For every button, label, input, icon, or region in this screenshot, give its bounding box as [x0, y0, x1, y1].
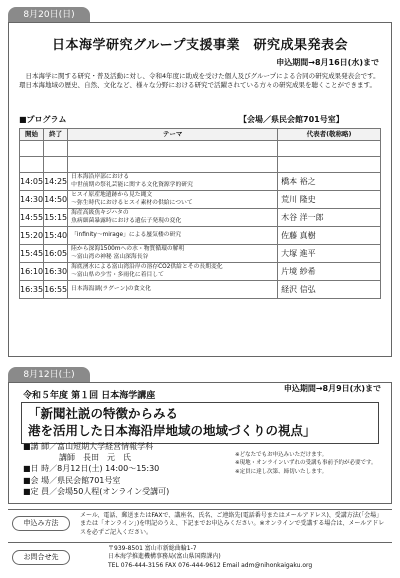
- row-end: 16:55: [44, 281, 68, 299]
- table-row: [20, 281, 381, 299]
- event2-notes: ※どなたでもお申込みいただけます。 ※現地・オンラインいずれの受講も事前予約が必要です。 ※定員に達し次第、締切いたします。: [235, 452, 377, 475]
- event2-deadline: 申込期間→8月9日(水)まで: [283, 384, 381, 393]
- row-start: 15:20: [20, 227, 44, 245]
- row-start: 14:30: [20, 191, 44, 209]
- event2-panel: [8, 382, 392, 504]
- lecturer: ■講 師／富山短期大学経営情報学科: [23, 442, 154, 451]
- row-start: 16:10: [20, 263, 44, 281]
- table-row: [20, 191, 381, 209]
- event1-title: 日本海学研究グループ支援事業 研究成果発表会: [52, 38, 348, 53]
- row-end: 16:05: [44, 245, 68, 263]
- event2-series-title: 令和５年度 第１回 日本海学講座: [23, 391, 156, 401]
- event1-deadline: 申込期間→8月16日(水)まで: [276, 58, 379, 67]
- table-row: [20, 227, 381, 245]
- event2-details: [23, 441, 169, 497]
- row-theme: 海底湧水による富山湾沿岸の溶存CO2供給とその長期変化 〜富山県の少雪・多雨化に着目して: [68, 263, 278, 281]
- table-row: [20, 173, 381, 191]
- contact-section: [8, 542, 392, 574]
- table-row: [20, 245, 381, 263]
- event1-date-tab: 8月20日(日): [8, 7, 90, 23]
- contact-label: お問合せ先: [12, 550, 70, 565]
- row-theme: 日本海沿岸部における 中世前期の祭礼芸能に関する文化資源学的研究: [68, 173, 278, 191]
- row-speaker: 佐藤 真樹: [278, 227, 381, 245]
- table-row: [20, 157, 381, 173]
- lecturer-name: 講師 長田 元 氏: [59, 453, 131, 463]
- program-label: ■プログラム: [19, 115, 67, 124]
- table-row: [20, 263, 381, 281]
- row-theme: ヒスイ原産地遺跡から見た縄文 〜弥生時代におけるヒスイ素材の供給について: [68, 191, 278, 209]
- event1-panel: [8, 22, 392, 357]
- event2-date-tab: 8月12日(土): [8, 367, 90, 383]
- row-speaker: 経沢 信弘: [278, 281, 381, 299]
- row-theme: 「infinity〜mirage」による蜃気楼の研究: [68, 227, 278, 245]
- apply-text: メール、電話、郵送またはFAXで、講座名、氏名、ご連絡先(電話番号またはメールアドレス)、受講方法(「会場」または「オンライン」)を明記のうえ、下記までお申込みください。※オンラインで受講する場合は、メールアドレスを必ずご記入ください。: [80, 512, 385, 536]
- event2-capacity: ■定 員／会場50人程(オンライン受講可): [23, 486, 170, 496]
- row-theme: 陸から深海1500mへの水・物質循環の解明 〜富山湾の神秘 富山深海長谷: [68, 245, 278, 263]
- table-row: [20, 209, 381, 227]
- apply-label: 申込み方法: [12, 516, 70, 531]
- row-start: 14:05: [20, 173, 44, 191]
- contact-text: 〒939-8501 富山市新総曲輪1-7 日本海学推進機構事務局(富山県国際課内) TEL 076-444-3156 FAX 076-444-9612 Email adm@nihonkaigaku.org: [108, 545, 313, 569]
- event1-venue: 【会場／県民会館701号室】: [239, 115, 344, 124]
- event1-intro: 日本海学に関する研究・普及活動に対し、令和4年度に助成を受けた個人及びグループによる合同の研究成果発表会です。環日本海地域の歴史、自然、文化など、様々な分野における研究で活躍されている方々の研究成果を聴くことができます。: [19, 72, 380, 89]
- row-start: 16:35: [20, 281, 44, 299]
- header-speaker: 代表者(敬称略): [278, 129, 381, 141]
- row-end: 15:15: [44, 209, 68, 227]
- row-speaker: 片境 紗希: [278, 263, 381, 281]
- row-end: 16:30: [44, 263, 68, 281]
- row-end: 14:25: [44, 173, 68, 191]
- row-start: 14:55: [20, 209, 44, 227]
- row-speaker: 大塚 進平: [278, 245, 381, 263]
- row-end: 14:50: [44, 191, 68, 209]
- event2-date: ■日 時／8月12日(土) 14:00〜15:30: [23, 464, 160, 474]
- row-speaker: 荒川 隆史: [278, 191, 381, 209]
- row-theme: 海産高級魚キジハタの 魚病細菌暴露時における遺伝子発現の変化: [68, 209, 278, 227]
- row-speaker: 木谷 洋一郎: [278, 209, 381, 227]
- table-row: [20, 141, 381, 157]
- row-theme: 日本海潟湖(ラグーン)の食文化: [68, 281, 278, 299]
- row-start: 15:45: [20, 245, 44, 263]
- header-start: 開始: [20, 129, 44, 141]
- apply-section: [8, 509, 392, 539]
- header-end: 終了: [44, 129, 68, 141]
- header-theme: テーマ: [68, 129, 278, 141]
- event2-main-title: 「新聞社説の特徴からみる 港を活用した日本海沿岸地域の地域づくりの視点」: [21, 402, 379, 444]
- row-end: 15:40: [44, 227, 68, 245]
- row-speaker: 橋本 裕之: [278, 173, 381, 191]
- event2-venue: ■会 場／県民会館701号室: [23, 475, 121, 485]
- program-table: [19, 128, 381, 299]
